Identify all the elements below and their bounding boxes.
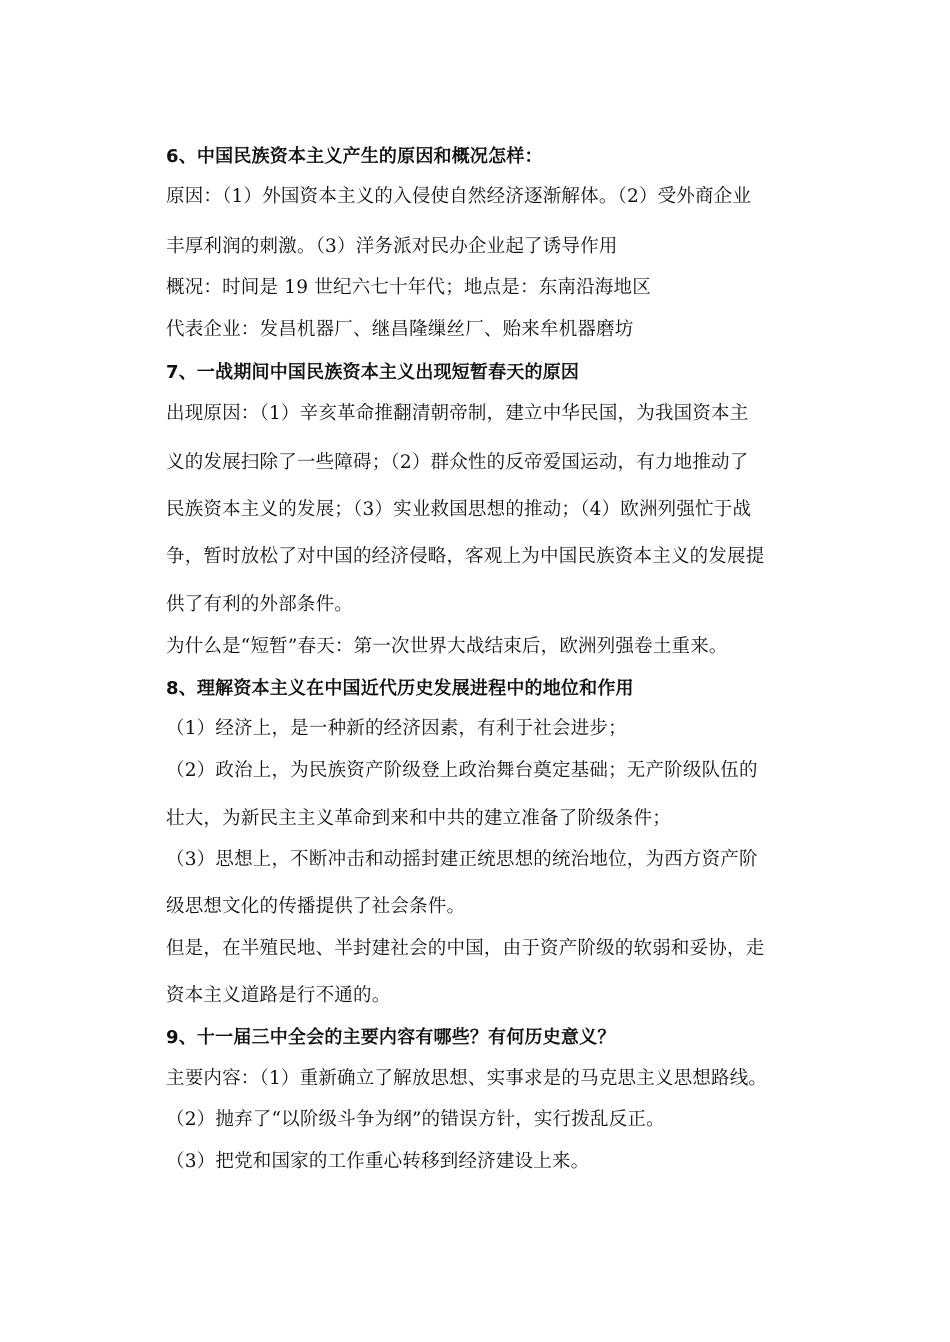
q6-overview: 概况：时间是 19 世纪六七十年代；地点是：东南沿海地区 xyxy=(166,277,651,298)
heading-q8: 8、理解资本主义在中国近代历史发展进程中的地位和作用 xyxy=(166,678,634,699)
q7-reason-line-5: 供了有利的外部条件。 xyxy=(166,594,354,615)
q8-political-line-2: 壮大，为新民主主义革命到来和中共的建立准备了阶级条件； xyxy=(166,808,671,829)
q6-reason-line-2: 丰厚利润的刺激。（3）洋务派对民办企业起了诱导作用 xyxy=(166,236,618,257)
q7-reason-line-3: 民族资本主义的发展；（3）实业救国思想的推动；（4）欧洲列强忙于战 xyxy=(166,499,752,520)
q7-reason-line-2: 义的发展扫除了一些障碍；（2）群众性的反帝爱国运动，有力地推动了 xyxy=(166,452,749,473)
q8-conclusion-line-2: 资本主义道路是行不通的。 xyxy=(166,985,391,1006)
q8-economic: （1）经济上，是一种新的经济因素，有利于社会进步； xyxy=(166,718,627,739)
q9-content-1: 主要内容：（1）重新确立了解放思想、实事求是的马克思主义思想路线。 xyxy=(166,1068,768,1089)
heading-q7: 7、一战期间中国民族资本主义出现短暂春天的原因 xyxy=(166,362,580,383)
q6-reason-line-1: 原因：（1）外国资本主义的入侵使自然经济逐渐解体。（2）受外商企业 xyxy=(166,186,752,207)
heading-q6: 6、中国民族资本主义产生的原因和概况怎样： xyxy=(166,146,543,167)
q7-reason-line-4: 争，暂时放松了对中国的经济侵略，客观上为中国民族资本主义的发展提 xyxy=(166,546,765,567)
heading-q9: 9、十一届三中全会的主要内容有哪些？有何历史意义？ xyxy=(166,1027,616,1048)
q9-content-3: （3）把党和国家的工作重心转移到经济建设上来。 xyxy=(166,1151,590,1172)
q6-enterprises: 代表企业：发昌机器厂、继昌隆缫丝厂、贻来牟机器磨坊 xyxy=(166,319,634,340)
q8-conclusion-line-1: 但是，在半殖民地、半封建社会的中国，由于资产阶级的软弱和妥协，走 xyxy=(166,938,765,959)
q9-content-2: （2）抛弃了“以阶级斗争为纲”的错误方针，实行拨乱反正。 xyxy=(166,1109,665,1130)
q7-short-reason: 为什么是“短暂”春天：第一次世界大战结束后，欧洲列强卷土重来。 xyxy=(166,636,728,657)
q7-reason-line-1: 出现原因：（1）辛亥革命推翻清朝帝制，建立中华民国，为我国资本主 xyxy=(166,403,749,424)
q8-political-line-1: （2）政治上，为民族资产阶级登上政治舞台奠定基础；无产阶级队伍的 xyxy=(166,760,758,781)
q8-ideological-line-2: 级思想文化的传播提供了社会条件。 xyxy=(166,896,466,917)
q8-ideological-line-1: （3）思想上，不断冲击和动摇封建正统思想的统治地位，为西方资产阶 xyxy=(166,849,758,870)
